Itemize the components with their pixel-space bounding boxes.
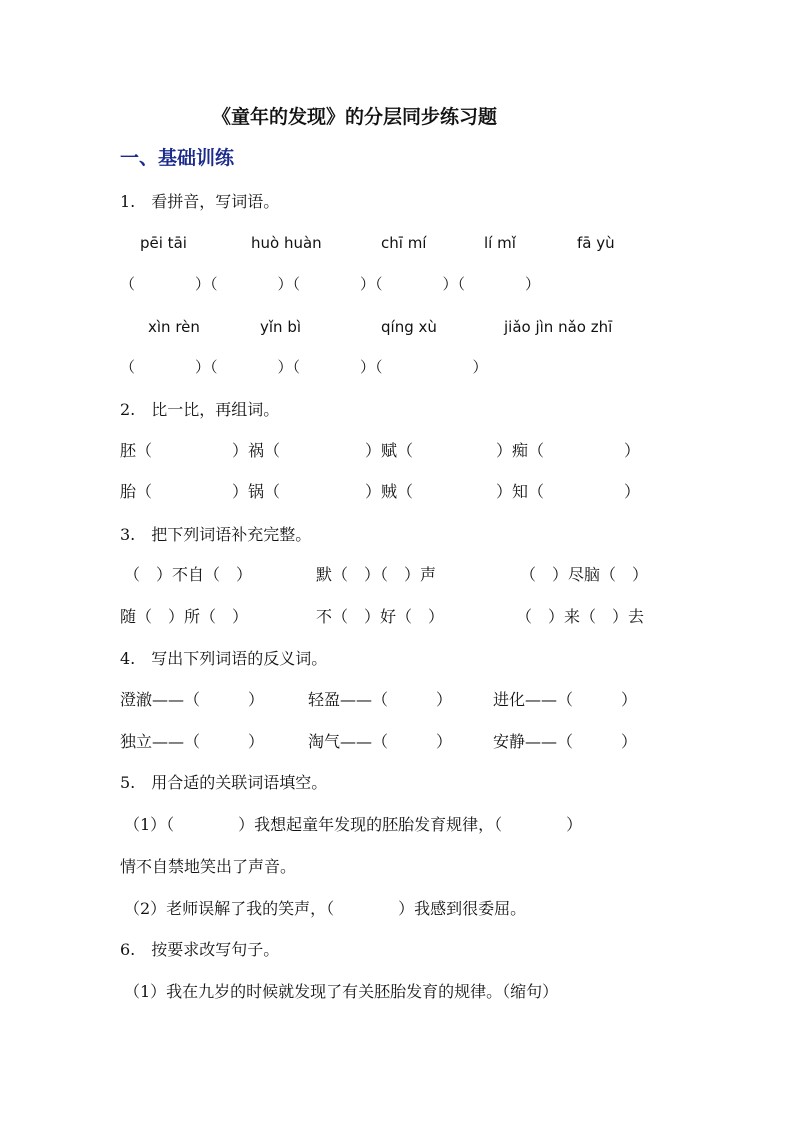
compare-char-cell: ） — [624, 482, 641, 501]
compare-char-cell: ） — [624, 441, 641, 460]
conjunction-sentence: （1）（ ）我想起童年发现的胚胎发育规律，（ ） — [124, 815, 583, 834]
pinyin-item: chī mí — [381, 234, 427, 252]
compare-char-cell: ）贼（ — [365, 482, 414, 501]
question-5-prompt: 5. 用合适的关联词语填空。 — [120, 773, 328, 792]
question-3-prompt: 3. 把下列词语补充完整。 — [120, 525, 312, 544]
compare-char-cell: ）知（ — [496, 482, 545, 501]
pinyin-item: pēi tāi — [140, 234, 187, 252]
question-6-prompt: 6. 按要求改写句子。 — [120, 940, 280, 959]
answer-blanks-row[interactable]: （ ）（ ）（ ）（ ）（ ） — [120, 275, 541, 293]
idiom-fill-item: 不（ ）好（ ） — [316, 607, 445, 626]
pinyin-item: xìn rèn — [148, 318, 200, 336]
section-heading-basic: 一、基础训练 — [120, 147, 235, 169]
page-title: 《童年的发现》的分层同步练习题 — [212, 106, 498, 128]
antonym-item: 安静——（ ） — [493, 732, 638, 751]
pinyin-item: yǐn bì — [260, 318, 302, 336]
compare-char-cell: ）痴（ — [496, 441, 545, 460]
compare-char-cell: 胚（ — [120, 441, 153, 460]
compare-char-cell: ）锅（ — [232, 482, 281, 501]
antonym-item: 淘气——（ ） — [308, 732, 453, 751]
conjunction-sentence-cont: 情不自禁地笑出了声音。 — [120, 857, 297, 876]
antonym-item: 澄澈——（ ） — [120, 690, 265, 709]
rewrite-sentence: （1）我在九岁的时候就发现了有关胚胎发育的规律。（缩句） — [124, 982, 559, 1001]
pinyin-item: lí mǐ — [484, 234, 516, 252]
idiom-fill-item: 随（ ）所（ ） — [120, 607, 249, 626]
idiom-fill-item: 默（ ）（ ）声 — [316, 565, 437, 584]
question-1-prompt: 1. 看拼音，写词语。 — [120, 192, 280, 211]
idiom-fill-item: （ ）不自（ ） — [124, 565, 253, 584]
antonym-item: 进化——（ ） — [493, 690, 638, 709]
pinyin-item: qíng xù — [381, 318, 437, 336]
pinyin-item: jiǎo jìn nǎo zhī — [504, 318, 613, 336]
compare-char-cell: ）赋（ — [365, 441, 414, 460]
pinyin-item: huò huàn — [251, 234, 322, 252]
pinyin-item: fā yù — [577, 234, 615, 252]
compare-char-cell: 胎（ — [120, 482, 153, 501]
idiom-fill-item: （ ）尽脑（ ） — [520, 565, 649, 584]
antonym-item: 独立——（ ） — [120, 732, 265, 751]
compare-char-cell: ）祸（ — [232, 441, 281, 460]
antonym-item: 轻盈——（ ） — [308, 690, 453, 709]
question-2-prompt: 2. 比一比，再组词。 — [120, 400, 280, 419]
conjunction-sentence: （2）老师误解了我的笑声，（ ）我感到很委屈。 — [124, 899, 527, 918]
idiom-fill-item: （ ）来（ ）去 — [516, 607, 645, 626]
question-4-prompt: 4. 写出下列词语的反义词。 — [120, 649, 328, 668]
answer-blanks-row[interactable]: （ ）（ ）（ ）（ ） — [120, 358, 488, 376]
